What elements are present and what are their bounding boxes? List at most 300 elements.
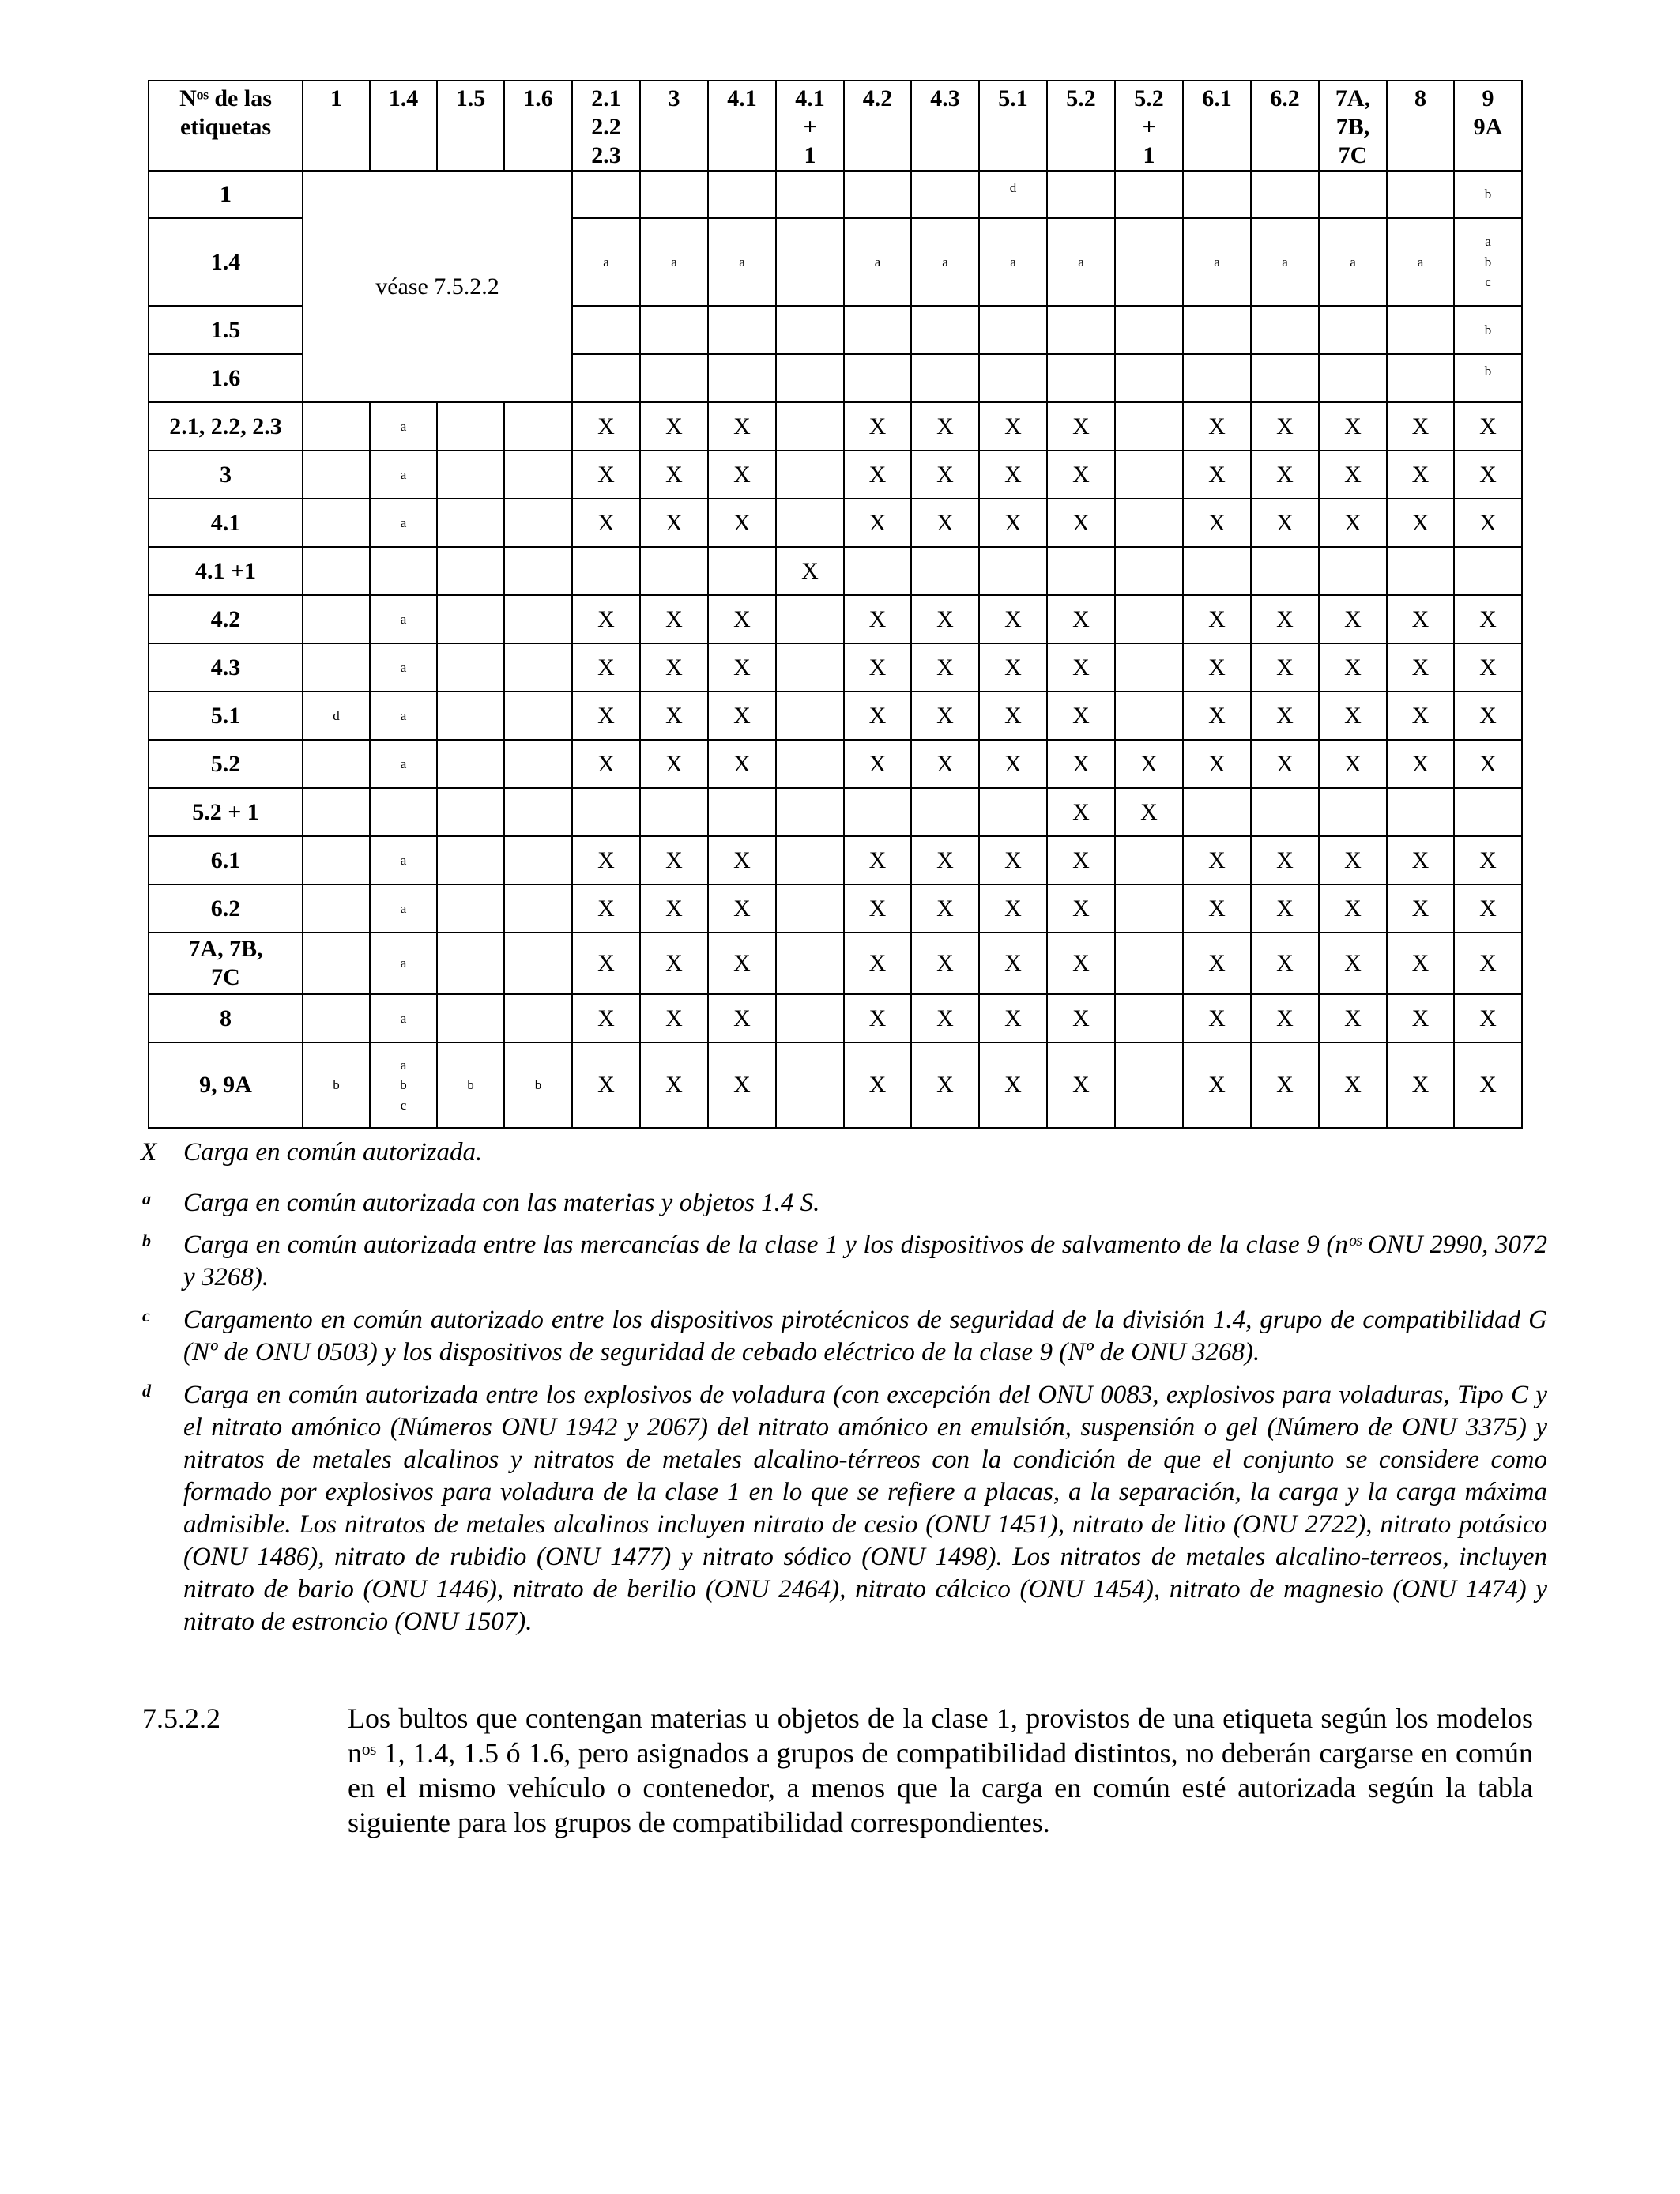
corner-header: Nᵒˢ de las etiquetas (149, 81, 303, 171)
table-row (149, 740, 1522, 788)
cell: X (1251, 643, 1319, 692)
table-row (149, 1042, 1522, 1128)
cell: X (640, 692, 708, 740)
cell (776, 450, 844, 499)
row-header: 4.1 +1 (149, 547, 303, 595)
cell (572, 354, 640, 402)
cell: X (572, 692, 640, 740)
cell: X (844, 499, 911, 547)
cell (1115, 884, 1183, 933)
cell: X (1251, 1042, 1319, 1128)
cell (911, 788, 979, 836)
cell (1319, 547, 1387, 595)
cell: a (370, 740, 437, 788)
cell (776, 171, 844, 218)
cell: X (1047, 933, 1115, 994)
column-header: 2.1 2.2 2.3 (572, 81, 640, 171)
cell (1319, 306, 1387, 354)
cell (1454, 788, 1522, 836)
cell (1183, 306, 1251, 354)
cell: X (640, 499, 708, 547)
cell (776, 994, 844, 1042)
column-header: 1.5 (437, 81, 504, 171)
cell (1047, 354, 1115, 402)
cell: X (844, 933, 911, 994)
cell: X (979, 836, 1047, 884)
cell: X (844, 994, 911, 1042)
cell (1115, 933, 1183, 994)
cell: X (979, 884, 1047, 933)
cell: X (1387, 643, 1454, 692)
legend-symbol: b (142, 1231, 151, 1250)
cell (504, 402, 572, 450)
cell: X (1251, 692, 1319, 740)
cell (1251, 354, 1319, 402)
cell: X (1387, 1042, 1454, 1128)
cell (1047, 171, 1115, 218)
table-row (149, 994, 1522, 1042)
cell: X (1183, 1042, 1251, 1128)
cell: X (1454, 1042, 1522, 1128)
cell: a (370, 499, 437, 547)
cell (1047, 306, 1115, 354)
legend-text: Carga en común autorizada entre las mercancías de la clase 1 y los dispositivos de salvamento de la clase 9 (nᵒˢ ONU 2990, 3072 y 3268). (183, 1231, 1547, 1291)
cell: X (1047, 692, 1115, 740)
column-header: 1.6 (504, 81, 572, 171)
cell (776, 692, 844, 740)
row-header: 1.4 (149, 218, 303, 306)
cell: X (1047, 595, 1115, 643)
cell (1251, 788, 1319, 836)
cell: X (640, 884, 708, 933)
cell (640, 306, 708, 354)
cell: X (1183, 595, 1251, 643)
cell: X (640, 1042, 708, 1128)
cell: X (1251, 740, 1319, 788)
cell: X (1319, 595, 1387, 643)
cell: X (1319, 884, 1387, 933)
cell (1115, 402, 1183, 450)
cell: X (1251, 836, 1319, 884)
cell (1454, 547, 1522, 595)
cell (1115, 643, 1183, 692)
cell: X (1454, 595, 1522, 643)
cell (1115, 547, 1183, 595)
cell (572, 306, 640, 354)
cell: X (708, 994, 776, 1042)
cell (708, 171, 776, 218)
table-row (149, 595, 1522, 643)
cell (370, 547, 437, 595)
cell (776, 306, 844, 354)
table-row (149, 402, 1522, 450)
cell (1387, 306, 1454, 354)
cell (1387, 354, 1454, 402)
column-header: 3 (640, 81, 708, 171)
cell: X (1183, 933, 1251, 994)
legend-text: Carga en común autorizada entre los explosivos de voladura (con excepción del ONU 0083, explosivos para voladuras, Tipo C y el nitrato amónico (Números ONU 1942 y 2067) del nitrato amónico en emulsión, suspensión o gel (Número de ONU 3375) y nitratos de metales alcalinos y nitratos de metales alcalino-térreos con la condición de que el conjunto se considere como formado por explosivos para voladura de la clase 1 en lo que se refiere a placas, a la separación, la carga y la carga máxima admisible. Los nitratos de metales alcalinos incluyen nitrato de cesio (ONU 1451), nitrato de litio (ONU 2722), nitrato potásico (ONU 1486), nitrato de rubidio (ONU 1477) y nitrato sódico (ONU 1498). Los nitratos de metales alcalino-terreos, incluyen nitrato de bario (ONU 1446), nitrato de berilio (ONU 2464), nitrato cálcico (ONU 1454), nitrato de magnesio (ONU 1474) y nitrato de estroncio (ONU 1507). (183, 1381, 1547, 1636)
section-number: 7.5.2.2 (142, 1702, 220, 1734)
cell (303, 499, 370, 547)
cell: X (572, 643, 640, 692)
cell: a (1387, 218, 1454, 306)
cell (776, 595, 844, 643)
cell (437, 788, 504, 836)
cell (504, 595, 572, 643)
cell: X (708, 1042, 776, 1128)
cell: X (708, 595, 776, 643)
cell: X (572, 402, 640, 450)
cell: X (1115, 740, 1183, 788)
cell: X (911, 884, 979, 933)
cell (504, 836, 572, 884)
cell: a (370, 595, 437, 643)
cell: X (640, 643, 708, 692)
cell (911, 171, 979, 218)
cell: a (1319, 218, 1387, 306)
cell (844, 547, 911, 595)
cell: X (911, 1042, 979, 1128)
cell: b (437, 1042, 504, 1128)
cell (844, 788, 911, 836)
cell: X (1454, 836, 1522, 884)
cell (776, 402, 844, 450)
cell (437, 595, 504, 643)
legend-symbol: d (142, 1381, 151, 1400)
cell: a (640, 218, 708, 306)
cell (776, 499, 844, 547)
cell (1115, 836, 1183, 884)
cell (504, 933, 572, 994)
cell: a (844, 218, 911, 306)
cell (1387, 171, 1454, 218)
column-header: 5.1 (979, 81, 1047, 171)
column-header: 4.3 (911, 81, 979, 171)
cell: X (1454, 692, 1522, 740)
table-row (149, 450, 1522, 499)
cell: X (1251, 994, 1319, 1042)
cell: X (1047, 788, 1115, 836)
cell (437, 994, 504, 1042)
cell (979, 547, 1047, 595)
row-header: 5.1 (149, 692, 303, 740)
table-row (149, 836, 1522, 884)
legend-item-c (141, 1304, 1547, 1369)
cell (979, 306, 1047, 354)
cell (1115, 306, 1183, 354)
row-header: 2.1, 2.2, 2.3 (149, 402, 303, 450)
cell: X (1319, 836, 1387, 884)
cell (303, 994, 370, 1042)
cell: X (911, 994, 979, 1042)
cell: X (1251, 933, 1319, 994)
legend-item-x (141, 1137, 1547, 1169)
column-header: 4.1 (708, 81, 776, 171)
cell: a (1251, 218, 1319, 306)
cell (1115, 994, 1183, 1042)
cell (303, 933, 370, 994)
cell: a (1183, 218, 1251, 306)
cell (979, 354, 1047, 402)
cell: X (911, 740, 979, 788)
column-header: 6.2 (1251, 81, 1319, 171)
cell: X (979, 643, 1047, 692)
cell (844, 354, 911, 402)
cell: X (1047, 740, 1115, 788)
cell: a b c (1454, 218, 1522, 306)
cell (1319, 788, 1387, 836)
cell (437, 933, 504, 994)
table-row (149, 499, 1522, 547)
cell (776, 643, 844, 692)
cell (911, 354, 979, 402)
column-header: 5.2 + 1 (1115, 81, 1183, 171)
cell: X (1047, 994, 1115, 1042)
cell: X (708, 692, 776, 740)
cell: a (370, 884, 437, 933)
cell: a (370, 933, 437, 994)
cell (303, 740, 370, 788)
cell: X (1387, 933, 1454, 994)
header-row (149, 81, 1522, 171)
cell: X (1183, 643, 1251, 692)
cell: X (1387, 836, 1454, 884)
row-header: 5.2 + 1 (149, 788, 303, 836)
cell: X (572, 994, 640, 1042)
cell: X (1183, 994, 1251, 1042)
cell: X (844, 1042, 911, 1128)
legend-item-a (141, 1187, 1547, 1220)
cell: X (1251, 595, 1319, 643)
cell (708, 306, 776, 354)
cell (437, 499, 504, 547)
cell (979, 788, 1047, 836)
cell: X (911, 595, 979, 643)
cell (708, 354, 776, 402)
cell: a (370, 402, 437, 450)
cell (640, 788, 708, 836)
cell: X (708, 933, 776, 994)
column-header: 1 (303, 81, 370, 171)
table-row (149, 643, 1522, 692)
table-row (149, 788, 1522, 836)
cell: X (1183, 740, 1251, 788)
cell: X (1251, 499, 1319, 547)
column-header: 6.1 (1183, 81, 1251, 171)
cell (911, 547, 979, 595)
cell: X (979, 402, 1047, 450)
cell (437, 450, 504, 499)
cell: X (572, 450, 640, 499)
cell (437, 884, 504, 933)
cell (776, 933, 844, 994)
cell: X (1319, 740, 1387, 788)
cell (504, 450, 572, 499)
cell: a b c (370, 1042, 437, 1128)
cell (640, 171, 708, 218)
cell (303, 402, 370, 450)
row-header: 1.5 (149, 306, 303, 354)
cell: a (911, 218, 979, 306)
cell: X (1183, 402, 1251, 450)
cell: a (370, 836, 437, 884)
cell: X (1454, 740, 1522, 788)
cell (708, 788, 776, 836)
cell: X (572, 499, 640, 547)
row-header: 6.2 (149, 884, 303, 933)
cell (1319, 171, 1387, 218)
compatibility-table (148, 80, 1523, 1129)
column-header: 1.4 (370, 81, 437, 171)
cell: X (1251, 884, 1319, 933)
cell: X (1454, 402, 1522, 450)
cell (1115, 171, 1183, 218)
cell: X (1183, 692, 1251, 740)
cell: X (572, 884, 640, 933)
cell: X (979, 692, 1047, 740)
row-header: 3 (149, 450, 303, 499)
table-row (149, 171, 1522, 218)
cell: X (844, 643, 911, 692)
column-header: 7A, 7B, 7C (1319, 81, 1387, 171)
row-header: 8 (149, 994, 303, 1042)
cell (640, 354, 708, 402)
cell: X (572, 1042, 640, 1128)
cell: b (1454, 306, 1522, 354)
cell (1251, 306, 1319, 354)
cell (1183, 171, 1251, 218)
cell: X (1319, 499, 1387, 547)
row-header: 7A, 7B, 7C (149, 933, 303, 994)
cell: X (1319, 933, 1387, 994)
cell: X (1454, 933, 1522, 994)
cell (437, 402, 504, 450)
row-header: 1 (149, 171, 303, 218)
cell: X (1319, 643, 1387, 692)
cell: X (708, 499, 776, 547)
cell (776, 788, 844, 836)
cell: a (572, 218, 640, 306)
cell (911, 306, 979, 354)
cell: X (911, 402, 979, 450)
cell: X (640, 740, 708, 788)
cell (572, 788, 640, 836)
cell: X (1047, 402, 1115, 450)
cell: X (1047, 499, 1115, 547)
cell: X (1454, 450, 1522, 499)
cell: X (911, 499, 979, 547)
cell (1115, 1042, 1183, 1128)
legend-text: Carga en común autorizada con las materias y objetos 1.4 S. (183, 1189, 820, 1217)
cell: X (1183, 884, 1251, 933)
cell: X (1454, 643, 1522, 692)
cell: X (844, 836, 911, 884)
cell: X (1387, 692, 1454, 740)
cell: X (1047, 1042, 1115, 1128)
cell (437, 547, 504, 595)
cell: X (1387, 994, 1454, 1042)
legend-text: Cargamento en común autorizado entre los dispositivos pirotécnicos de seguridad de la división 1.4, grupo de compatibilidad G (Nº de ONU 0503) y los dispositivos de seguridad de cebado eléctrico de la clase 9 (Nº de ONU 3268). (183, 1306, 1547, 1367)
cell: X (844, 595, 911, 643)
cell: X (1183, 836, 1251, 884)
cell: X (1251, 450, 1319, 499)
cell: X (1047, 450, 1115, 499)
cell: X (1251, 402, 1319, 450)
cell: a (370, 450, 437, 499)
cell: X (1319, 450, 1387, 499)
cell: X (911, 933, 979, 994)
cell (303, 595, 370, 643)
cell (504, 547, 572, 595)
legend-item-d (141, 1379, 1547, 1638)
cell: X (708, 740, 776, 788)
cell: X (979, 740, 1047, 788)
cell: X (844, 402, 911, 450)
cell: b (504, 1042, 572, 1128)
column-header: 4.1 + 1 (776, 81, 844, 171)
cell (1115, 499, 1183, 547)
cell: a (979, 218, 1047, 306)
cell: X (640, 595, 708, 643)
cell (303, 643, 370, 692)
cell (1251, 171, 1319, 218)
cell (1115, 354, 1183, 402)
cell (504, 499, 572, 547)
cell (640, 547, 708, 595)
cell: X (1454, 499, 1522, 547)
section-text: Los bultos que contengan materias u objetos de la clase 1, provistos de una etiqueta según los modelos nᵒˢ 1, 1.4, 1.5 ó 1.6, pero asignados a grupos de compatibilidad distintos, no deberán cargarse en común en el mismo vehículo o contenedor, a menos que la carga en común esté autorizada según la tabla siguiente para los grupos de compatibilidad correspondientes. (348, 1702, 1533, 1838)
column-header: 8 (1387, 81, 1454, 171)
cell: X (1047, 884, 1115, 933)
cell: X (572, 836, 640, 884)
cell: b (1454, 354, 1522, 402)
cell (776, 740, 844, 788)
cell: X (1115, 788, 1183, 836)
cell: X (911, 643, 979, 692)
cell: X (1047, 643, 1115, 692)
column-header: 4.2 (844, 81, 911, 171)
cell (844, 306, 911, 354)
cell (1387, 788, 1454, 836)
cell: X (572, 595, 640, 643)
cell: X (1387, 595, 1454, 643)
cell (504, 643, 572, 692)
cell: X (708, 884, 776, 933)
cell (303, 450, 370, 499)
cell: X (640, 402, 708, 450)
cell: X (1319, 402, 1387, 450)
cell: X (708, 402, 776, 450)
cell (844, 171, 911, 218)
cell (708, 547, 776, 595)
cell: X (911, 692, 979, 740)
cell: X (911, 450, 979, 499)
cell (504, 884, 572, 933)
cell (437, 836, 504, 884)
cell (437, 740, 504, 788)
cell (303, 547, 370, 595)
cell (437, 643, 504, 692)
cell: X (1454, 994, 1522, 1042)
cell: X (979, 450, 1047, 499)
cell: X (1387, 450, 1454, 499)
legend-item-b (141, 1229, 1547, 1294)
row-header: 1.6 (149, 354, 303, 402)
cell: X (708, 450, 776, 499)
cell: X (979, 994, 1047, 1042)
cell: X (844, 450, 911, 499)
cell: X (640, 933, 708, 994)
